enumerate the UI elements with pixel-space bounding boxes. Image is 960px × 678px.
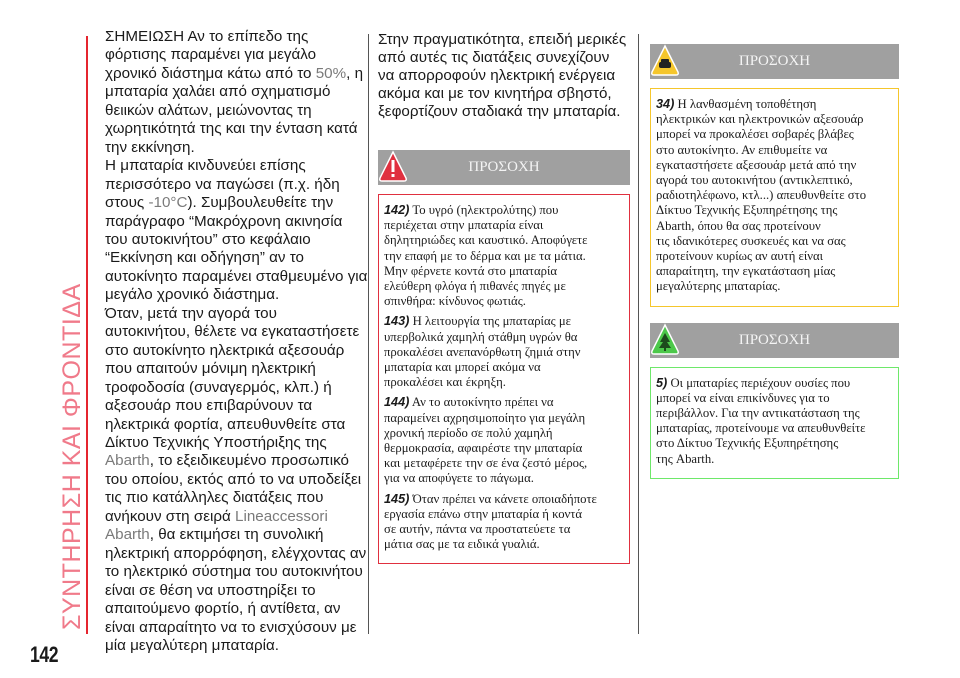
left-column <box>105 28 368 655</box>
text-line: Οι μπαταρίες περιέχουν ουσίες που <box>670 375 851 390</box>
text-line <box>105 323 365 341</box>
text-segment: Δίκτυο Τεχνικής Υποστήριξης της <box>105 433 327 451</box>
warning-title: ΠΡΟΣΟΧΗ <box>738 53 811 69</box>
text-line: παραμείνει αχρησιμοποίητο για μεγάλη <box>384 410 586 425</box>
warning-header <box>650 323 899 358</box>
text-line: προκαλέσει και έκρηξη. <box>384 375 506 390</box>
text-line: στο αυτοκίνητο. Αν επιθυμείτε να <box>656 142 828 157</box>
text-line: Δίκτυο Τεχνικής Εξυπηρέτησης της <box>656 203 838 218</box>
text-line <box>105 416 365 434</box>
text-line: σπινθήρα: κίνδυνος φωτιάς. <box>384 294 526 309</box>
text-line <box>105 139 365 157</box>
text-segment: φόρτισης παραμένει για μεγάλο <box>105 46 317 64</box>
text-line <box>105 120 365 138</box>
item-number: 34) <box>656 97 675 111</box>
text-line <box>105 28 365 46</box>
text-line: για να αποφύγετε το πάγωμα. <box>384 471 534 486</box>
text-line: ελεύθερη φλόγα ή πιθανές πηγές με <box>384 279 566 294</box>
text-segment: στους <box>105 194 149 212</box>
right-column <box>650 44 899 479</box>
text-segment: ηλεκτρική απορρόφηση, ελέγχοντας αν <box>105 544 367 562</box>
text-segment: ). Συμβουλευθείτε την <box>187 194 334 212</box>
text-line: ηλεκτρικών και ηλεκτρονικών αξεσουάρ <box>656 112 864 127</box>
highlighted-term: Abarth <box>105 452 150 470</box>
text-line: μεγαλύτερης μπαταρίας. <box>656 279 781 294</box>
text-segment: ανήκουν στη σειρά <box>105 507 235 525</box>
text-segment: , θα εκτιμήσει τη συνολική <box>149 526 324 544</box>
text-segment: του αυτοκινήτου” στο κεφάλαιο <box>105 230 311 248</box>
text-line: Η λειτουργία της μπαταρίας με <box>412 314 571 329</box>
text-line <box>105 305 365 323</box>
text-line <box>105 83 365 101</box>
text-segment: , η <box>346 64 364 82</box>
text-line: αγορά του αυτοκινήτου (αντικλεπτικό, <box>656 173 853 188</box>
text-line <box>105 489 365 507</box>
highlighted-term: 50% <box>315 64 347 82</box>
warning-box <box>378 194 630 564</box>
section-rule <box>86 36 88 634</box>
warning-title: ΠΡΟΣΟΧΗ <box>468 159 540 175</box>
text-segment: την εκκίνηση. <box>105 138 195 156</box>
text-segment: αυτοκινήτου, θέλετε να εγκαταστήσετε <box>105 323 360 341</box>
text-line <box>105 342 365 360</box>
text-segment: θειικών αλάτων, μειώνοντας τη <box>105 101 312 119</box>
text-line <box>105 600 365 618</box>
text-segment: του οποίου, εκτός από το να υποδείξει <box>105 470 362 488</box>
warning-header <box>378 150 630 185</box>
text-line <box>105 379 365 397</box>
text-line: προκαλέσει ανεπανόρθωτη ζημιά στην <box>384 344 581 359</box>
text-line: προτείνουν κυρίως αν αυτή είναι <box>656 249 824 264</box>
text-segment: μπαταρία χαλάει από σχηματισμό <box>105 83 331 101</box>
column-divider <box>638 34 639 634</box>
column-divider <box>368 34 369 634</box>
text-line: χρονική περίοδο σε πολύ χαμηλή <box>384 425 553 440</box>
text-line: Όταν πρέπει να κάνετε οποιαδήποτε <box>412 491 597 506</box>
text-line <box>105 65 365 83</box>
text-line <box>105 637 365 655</box>
warning-block <box>378 150 630 564</box>
text-line: Το υγρό (ηλεκτρολύτης) που <box>412 203 559 217</box>
text-segment: , το εξειδικευμένο προσωπικό <box>149 452 349 470</box>
text-line <box>105 176 365 194</box>
text-line: σε αυτήν, πάντα να προστατεύετε τα <box>384 522 571 537</box>
warning-item <box>384 203 624 309</box>
text-line: περιβάλλον. Για την αντικατάσταση της <box>656 406 860 421</box>
text-line: μπορεί να προκαλέσει σοβαρές βλάβες <box>656 127 854 142</box>
text-line <box>105 249 365 267</box>
text-line <box>105 46 365 64</box>
text-line: Στην πραγματικότητα, επειδή μερικές <box>378 31 627 48</box>
text-segment: Η μπαταρία κινδυνεύει επίσης <box>105 157 306 175</box>
text-segment: παράγραφο “Μακρόχρονη ακινησία <box>105 212 343 230</box>
text-line <box>105 563 365 581</box>
text-segment: τις πιο κατάλληλες διατάξεις που <box>105 489 324 507</box>
text-segment: ΣΗΜΕΙΩΣΗ Αν το επίπεδο της <box>105 28 309 45</box>
text-line: να απορροφούν ηλεκτρική ενέργεια <box>378 67 616 84</box>
text-line <box>105 231 365 249</box>
car-warning-icon <box>650 43 680 77</box>
text-segment: χρονικό διάστημα κάτω από το <box>105 64 316 82</box>
text-line: ραδιοτηλέφωνο, κτλ...) απευθυνθείτε στο <box>656 188 867 203</box>
text-segment: που απαιτούν μόνιμη ηλεκτρική <box>105 360 316 378</box>
text-segment: αξεσουάρ που επιβαρύνουν τα <box>105 397 313 415</box>
warning-title: ΠΡΟΣΟΧΗ <box>738 331 811 348</box>
text-segment: είναι σε θέση να υποστηρίξει το <box>105 581 316 599</box>
highlighted-term: Abarth <box>105 526 150 544</box>
text-line: εγκαταστήσετε αξεσουάρ μετά από την <box>656 157 857 172</box>
text-line: μπαταρίας, προτείνουμε να απευθυνθείτε <box>656 421 866 436</box>
text-segment: το ηλεκτρικό σύστημα του αυτοκινήτου <box>105 563 363 581</box>
section-title: ΣΥΝΤΗΡΗΣΗ ΚΑΙ ΦΡΟΝΤΙΔΑ <box>58 283 86 630</box>
text-line: περιέχεται στην μπαταρία είναι <box>384 218 544 233</box>
text-segment: απαιτούμενο φορτίο, ή αντίθετα, αν <box>105 600 341 618</box>
text-segment: αυτοκίνητο παραμένει σταθμευμένο για <box>105 267 368 285</box>
text-line <box>105 102 365 120</box>
text-segment: χωρητικότητά της και την ένταση κατά <box>105 120 358 138</box>
text-line: μπαταρία και μπορεί ακόμα να <box>384 360 541 375</box>
warning-block <box>650 323 899 479</box>
item-number: 5) <box>656 375 668 390</box>
item-number: 143) <box>384 314 410 329</box>
text-segment: μία μεγαλύτερη μπαταρία. <box>105 636 280 654</box>
item-number: 144) <box>384 395 410 410</box>
text-line: θερμοκρασία, αφαιρέστε την μπαταρία <box>384 441 583 456</box>
warning-block <box>650 44 899 307</box>
text-line: ακόμα και με τον κινητήρα σβηστό, <box>378 85 612 102</box>
highlighted-term: -10°C <box>148 194 188 212</box>
text-line <box>105 619 365 637</box>
text-line <box>105 397 365 415</box>
text-line <box>105 267 368 286</box>
text-line: την επαφή με το δέρμα και με τα μάτια. <box>384 248 586 263</box>
text-line: τις ιδανικότερες συσκευές και να σας <box>656 233 846 248</box>
warning-item <box>656 97 893 295</box>
text-line: Abarth, όπου θα σας προτείνουν <box>656 218 821 233</box>
warning-item <box>384 395 624 486</box>
text-segment: τροφοδοσία (συναγερμός, κλπ.) ή <box>105 378 332 396</box>
middle-column <box>378 31 630 564</box>
text-line: εργασία επάνω στην μπαταρία ή κοντά <box>384 506 583 521</box>
text-line: υπερβολικά χαμηλή στάθμη υγρών θα <box>384 329 578 344</box>
text-line: απαραίτητη, την εγκατάσταση μίας <box>656 264 836 279</box>
text-line <box>105 286 365 304</box>
text-segment: στο αυτοκίνητο ηλεκτρικά αξεσουάρ <box>105 341 345 359</box>
text-line: μάτια σας με τα ειδικά γυαλιά. <box>384 537 540 552</box>
text-line: μπορεί να είναι επικίνδυνες για το <box>656 390 830 405</box>
text-line: από αυτές τις διατάξεις συνεχίζουν <box>378 49 610 66</box>
environment-tree-icon <box>650 322 680 356</box>
warning-box <box>650 88 899 307</box>
text-line: Μην φέρνετε κοντά στο μπαταρία <box>384 263 558 278</box>
text-segment: μεγάλο χρονικό διάστημα. <box>105 286 280 304</box>
text-line <box>105 213 365 231</box>
text-segment: ηλεκτρικά φορτία, απευθυνθείτε στα <box>105 415 346 433</box>
text-line: της Abarth. <box>656 451 715 466</box>
text-line <box>105 434 365 452</box>
warning-header <box>650 44 899 79</box>
middle-paragraph <box>378 31 630 121</box>
text-line <box>105 582 365 600</box>
text-line <box>105 526 365 544</box>
page-number: 142 <box>30 642 59 667</box>
danger-triangle-icon <box>378 149 408 183</box>
warning-item <box>384 314 624 390</box>
item-number: 142) <box>384 203 410 217</box>
text-line <box>105 471 365 489</box>
text-line <box>105 194 365 212</box>
text-line: Η λανθασμένη τοποθέτηση <box>677 97 817 111</box>
text-segment: Όταν, μετά την αγορά του <box>105 304 277 322</box>
text-line <box>105 545 365 563</box>
text-line: ξεφορτίζουν σταδιακά την μπαταρία. <box>378 103 621 120</box>
text-line <box>105 157 365 175</box>
text-segment: “Εκκίνηση και οδήγηση” αν το <box>105 249 304 267</box>
text-line: Αν το αυτοκίνητο πρέπει να <box>411 395 554 410</box>
warning-item <box>384 492 624 553</box>
text-segment: είναι απαραίτητο να το ενισχύσουν με <box>105 618 357 636</box>
warning-box <box>650 367 899 479</box>
text-line: και μεταφέρετε την σε ένα ζεστό μέρος, <box>384 456 588 471</box>
item-number: 145) <box>384 491 410 506</box>
text-segment: περισσότερο να παγώσει (π.χ. ήδη <box>105 175 340 193</box>
text-line: στο Δίκτυο Τεχνικής Εξυπηρέτησης <box>656 436 839 451</box>
warning-item <box>656 376 893 467</box>
text-line: δηλητηριώδες και καυστικό. Αποφύγετε <box>384 233 588 248</box>
text-line <box>105 452 365 470</box>
highlighted-term: Lineaccessori <box>235 507 328 525</box>
text-line <box>105 360 365 378</box>
text-line <box>105 508 365 526</box>
